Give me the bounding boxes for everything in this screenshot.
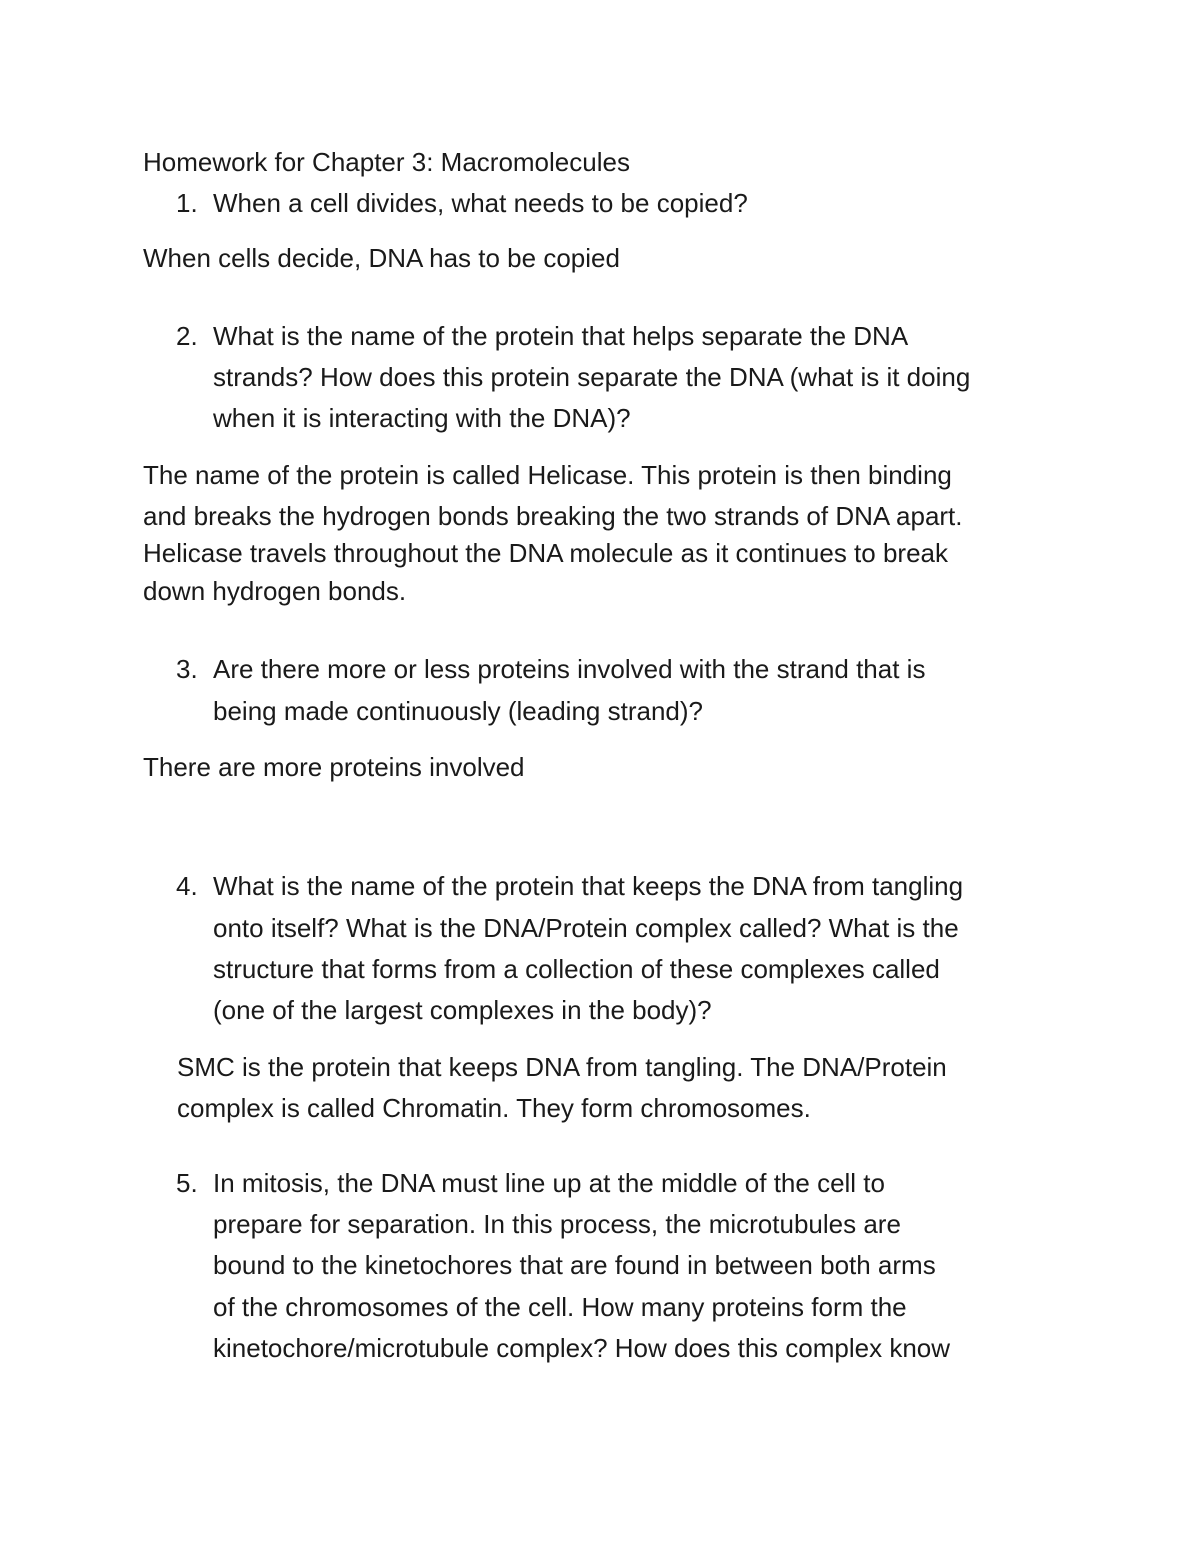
question-5-number: 5.	[176, 1168, 198, 1198]
answer-1-text: When cells decide, DNA has to be copied	[143, 243, 620, 273]
question-3-line-1: Are there more or less proteins involved with the strand that is	[213, 654, 926, 684]
question-4-line-3: structure that forms from a collection of these complexes called	[213, 954, 940, 984]
question-1-text: When a cell divides, what needs to be copied?	[213, 188, 748, 218]
question-4-number: 4.	[176, 871, 198, 901]
question-3-number: 3.	[176, 654, 198, 684]
answer-2-line-4: down hydrogen bonds.	[143, 576, 407, 606]
question-2-number: 2.	[176, 321, 198, 351]
question-1-number: 1.	[176, 188, 198, 218]
question-5-line-3: bound to the kinetochores that are found in between both arms	[213, 1250, 936, 1280]
answer-4-line-2: complex is called Chromatin. They form chromosomes.	[177, 1093, 811, 1123]
question-2-line-1: What is the name of the protein that helps separate the DNA	[213, 321, 909, 351]
answer-2-line-2: and breaks the hydrogen bonds breaking the two strands of DNA apart.	[143, 501, 963, 531]
answer-4-line-1: SMC is the protein that keeps DNA from tangling. The DNA/Protein	[177, 1052, 947, 1082]
question-4-line-1: What is the name of the protein that keeps the DNA from tangling	[213, 871, 964, 901]
question-5-line-4: of the chromosomes of the cell. How many proteins form the	[213, 1292, 907, 1322]
answer-3-text: There are more proteins involved	[143, 752, 525, 782]
question-2-line-3: when it is interacting with the DNA)?	[213, 403, 631, 433]
question-5-line-5: kinetochore/microtubule complex? How does this complex know	[213, 1333, 951, 1363]
question-3-line-2: being made continuously (leading strand)?	[213, 696, 703, 726]
question-2-line-2: strands? How does this protein separate the DNA (what is it doing	[213, 362, 971, 392]
question-5-line-2: prepare for separation. In this process, the microtubules are	[213, 1209, 901, 1239]
question-4-line-2: onto itself? What is the DNA/Protein complex called? What is the	[213, 913, 959, 943]
answer-2-line-3: Helicase travels throughout the DNA molecule as it continues to break	[143, 538, 948, 568]
question-4-line-4: (one of the largest complexes in the body)?	[213, 995, 712, 1025]
answer-2-line-1: The name of the protein is called Helicase. This protein is then binding	[143, 460, 952, 490]
question-5-line-1: In mitosis, the DNA must line up at the middle of the cell to	[213, 1168, 885, 1198]
document-title: Homework for Chapter 3: Macromolecules	[143, 147, 630, 177]
